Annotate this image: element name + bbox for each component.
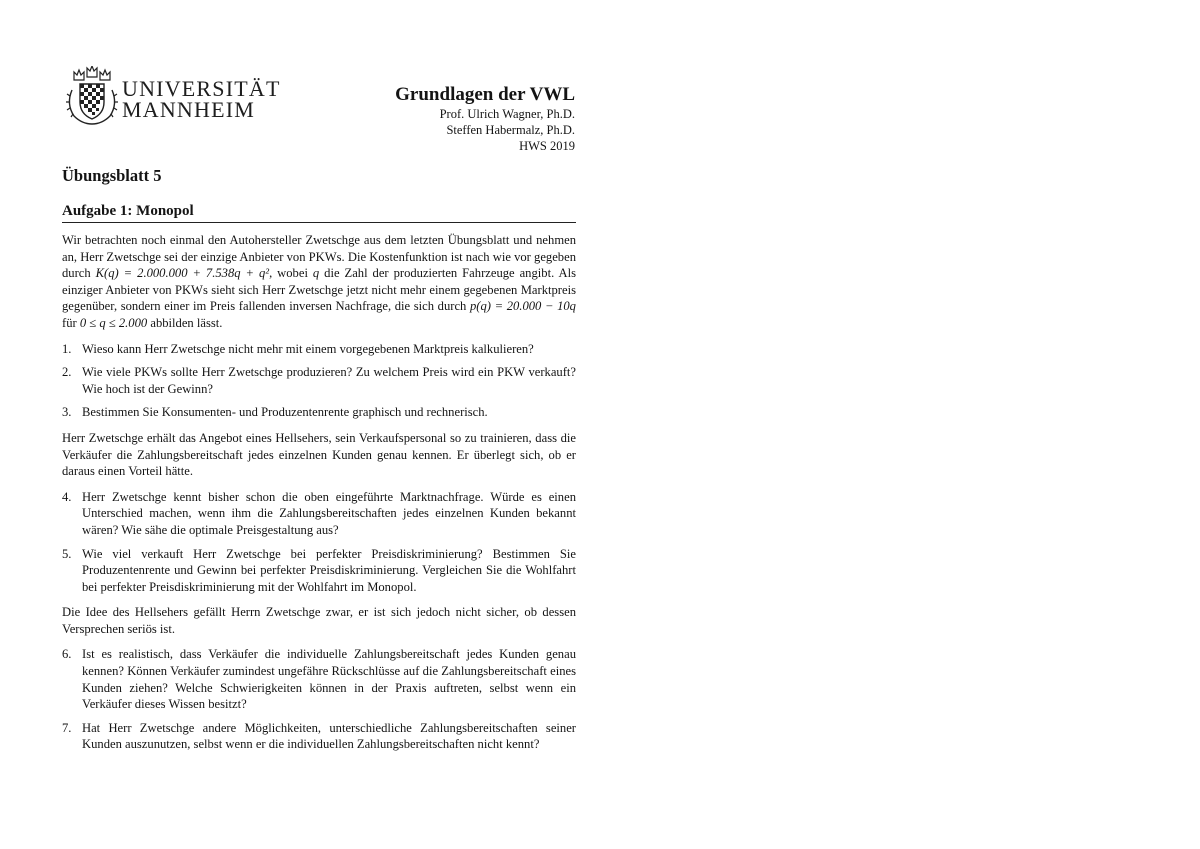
- question-text: Herr Zwetschge kennt bisher schon die oben eingeführte Marktnachfrage. Würde es einen Unterschied machen, wenn ihm die Zahlungsbereitschaften jedes einzelnen Kunden bekannt wären? Wie sähe die optimale Preisgestaltung aus?: [82, 489, 576, 537]
- university-logo: [64, 66, 284, 126]
- intro-paragraph: [62, 232, 576, 332]
- question-text: Ist es realistisch, dass Verkäufer die individuelle Zahlungsbereitschaft jedes Kunden genau kennen? Können Verkäufer zumindest ungefähre Rückschlüsse auf die Zahlungsbereitschaft eines Kunden ziehen? Welche Schwierigkeiten können in der Praxis auftreten, selbst wenn ein Verkäufer dieses Wissen besitzt?: [82, 647, 576, 712]
- intro-text-3: die Zahl der produzierten Fahrzeuge angibt. Als einziger Anbieter von PKWs sieht sich Herr Zwetschge jetzt nicht mehr einem gegebenen Marktpreis gegenüber, sondern einer im Preis fallenden inversen Nachfrage, die sich durch: [62, 266, 576, 314]
- question-item: [62, 364, 576, 397]
- question-item: [62, 404, 576, 421]
- term-label: HWS 2019: [519, 139, 575, 153]
- question-item: [62, 720, 576, 753]
- doubt-paragraph: Die Idee des Hellsehers gefällt Herrn Zwetschge zwar, er ist sich jedoch nicht sicher, ob dessen Versprechen seriös ist.: [62, 605, 576, 636]
- question-text: Wie viele PKWs sollte Herr Zwetschge produzieren? Zu welchem Preis wird ein PKW verkauft? Wie hoch ist der Gewinn?: [82, 365, 576, 396]
- logo-text-line2: MANNHEIM: [122, 97, 256, 122]
- intro-text-1: Wir betrachten noch einmal den Autohersteller Zwetschge aus dem letzten Übungsblatt und nehmen an, Herr Zwetschge sei der einzige Anbieter von PKWs. Die Kostenfunktion ist nach wie vor gegeben durch: [62, 233, 576, 281]
- question-item: [62, 646, 576, 712]
- variable-q: q: [312, 266, 320, 281]
- question-list-2: [62, 489, 576, 596]
- question-number: 4.: [62, 489, 72, 504]
- question-number: 7.: [62, 720, 72, 735]
- logo-text-line1: UNIVERSITÄT: [122, 76, 281, 101]
- intro-text-5: abbilden lässt.: [147, 315, 223, 330]
- question-number: 3.: [62, 405, 72, 420]
- course-title: Grundlagen der VWL: [395, 84, 575, 105]
- assistant-name: Steffen Habermalz, Ph.D.: [446, 123, 575, 137]
- question-item: [62, 546, 576, 596]
- university-crest-icon: [64, 66, 120, 126]
- question-text: Bestimmen Sie Konsumenten- und Produzentenrente graphisch und rechnerisch.: [82, 405, 488, 420]
- question-list-1: [62, 341, 576, 421]
- task-title: Aufgabe 1: Monopol: [62, 203, 194, 219]
- title-divider: [62, 222, 576, 223]
- hellseher-paragraph: Herr Zwetschge erhält das Angebot eines Hellsehers, sein Verkaufspersonal so zu trainieren, dass die Verkäufer die Zahlungsbereitschaft jedes einzelnen Kunden genau kennen. Er überlegt sich, ob er daraus einen Vorteil hätte.: [62, 430, 576, 479]
- demand-function: p(q) = 20.000 − 10q: [469, 299, 576, 314]
- cost-function: K(q) = 2.000.000 + 7.538q + q²: [95, 266, 270, 281]
- question-number: 5.: [62, 546, 72, 561]
- task-body: [62, 232, 576, 762]
- quantity-range: 0 ≤ q ≤ 2.000: [79, 315, 148, 330]
- intro-text-4: für: [62, 315, 80, 330]
- question-number: 6.: [62, 647, 72, 662]
- question-list-3: [62, 646, 576, 753]
- question-item: [62, 489, 576, 539]
- lecturer-name: Prof. Ulrich Wagner, Ph.D.: [439, 107, 575, 121]
- question-number: 2.: [62, 365, 72, 380]
- question-text: Wie viel verkauft Herr Zwetschge bei perfekter Preisdiskriminierung? Bestimmen Sie Produzentenrente und Gewinn bei perfekter Preisdiskriminierung. Vergleichen Sie die Wohlfahrt bei perfekter Preisdiskriminierung mit der Wohlfahrt im Monopol.: [82, 546, 576, 594]
- intro-text-2: , wobei: [269, 266, 313, 281]
- question-item: [62, 341, 576, 358]
- question-text: Wieso kann Herr Zwetschge nicht mehr mit einem vorgegebenen Marktpreis kalkulieren?: [82, 341, 534, 356]
- question-text: Hat Herr Zwetschge andere Möglichkeiten, unterschiedliche Zahlungsbereitschaften seiner Kunden auszunutzen, selbst wenn er die individuellen Zahlungsbereitschaften nicht kennt?: [82, 720, 576, 752]
- sheet-title: Übungsblatt 5: [62, 166, 162, 185]
- course-header: [395, 84, 575, 154]
- question-number: 1.: [62, 341, 72, 356]
